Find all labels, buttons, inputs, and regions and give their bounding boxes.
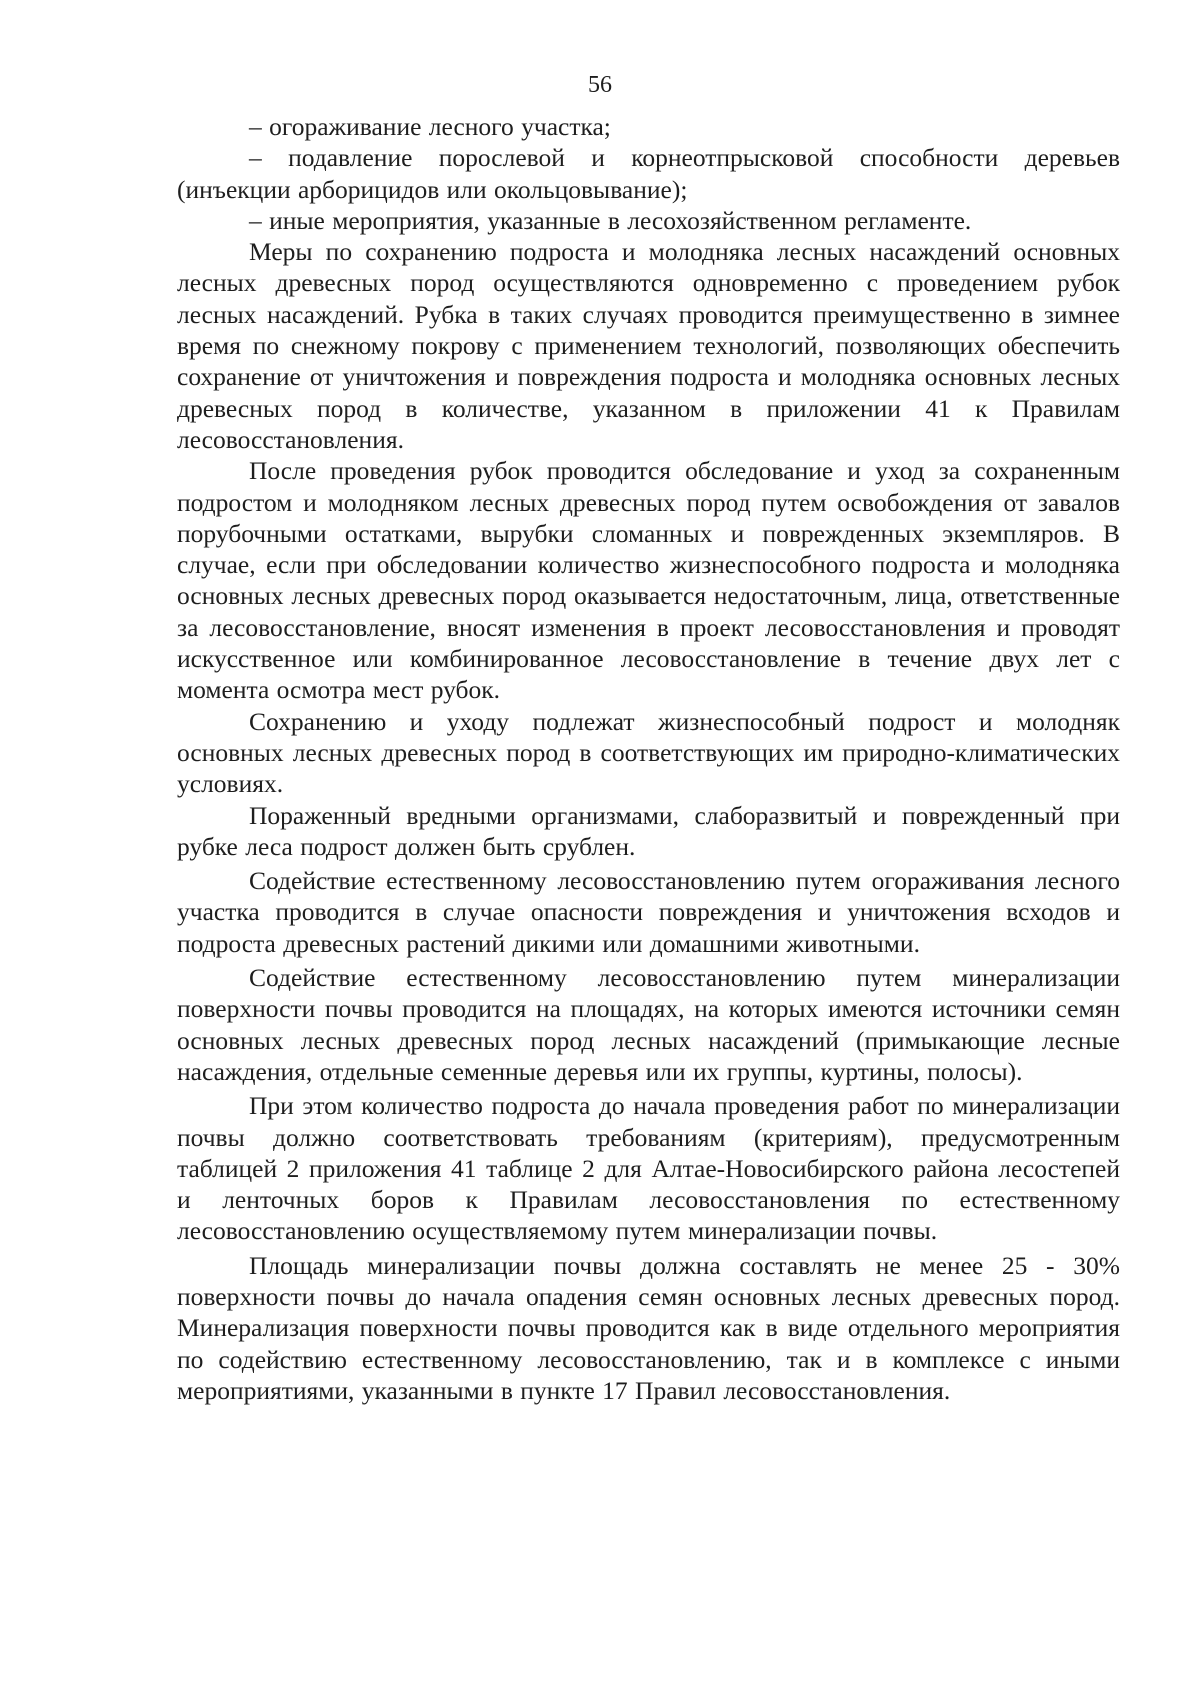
list-item-other-measures: – иные мероприятия, указанные в лесохозяйственном регламенте.	[249, 205, 972, 235]
paragraph-care-subject: Сохранению и уходу подлежат жизнеспособный подрост и молодняк основных лесных древесных пород в соответствующих им природно-климатических условиях.	[177, 706, 1120, 799]
document-body	[177, 111, 1120, 1406]
paragraph-undergrowth-preservation: Меры по сохранению подроста и молодняка лесных насаждений основных лесных древесных пород осуществляются одновременно с проведением рубок лесных насаждений. Рубка в таких случаях проводится преимущественно в зимнее время по снежному покрову с применением технологий, позволяющих обеспечить сохранение от уничтожения и повреждения подроста и молодняка основных лесных древесных пород в количестве, указанном в приложении 41 к Правилам лесовосстановления.	[177, 237, 1120, 454]
paragraph-mineralization-assistance: Содействие естественному лесовосстановлению путем минерализации поверхности почвы проводится на площадях, на которых имеются источники семян основных лесных древесных пород лесных насаждений (примыкающие лесные насаждения, отдельные семенные деревья или их группы, куртины, полосы).	[177, 963, 1120, 1086]
paragraph-fencing-assistance: Содействие естественному лесовосстановлению путем огораживания лесного участка проводится в случае опасности повреждения и уничтожения всходов и подроста древесных растений дикими или домашними животными.	[177, 866, 1120, 958]
paragraph-mineralization-area: Площадь минерализации почвы должна составлять не менее 25 - 30% поверхности почвы до начала опадения семян основных лесных древесных пород. Минерализация поверхности почвы проводится как в виде отдельного мероприятия по содействию естественному лесовосстановлению, так и в комплексе с иными мероприятиями, указанными в пункте 17 Правил лесовосстановления.	[177, 1250, 1120, 1405]
paragraph-after-felling: После проведения рубок проводится обследование и уход за сохраненным подростом и молодняком лесных древесных пород путем освобождения от завалов порубочными остатками, вырубки сломанных и поврежденных экземпляров. В случае, если при обследовании количество жизнеспособного подроста и молодняка основных лесных древесных пород оказывается недостаточным, лица, ответственные за лесовосстановление, вносят изменения в проект лесовосстановления и проводят искусственное или комбинированное лесовосстановление в течение двух лет с момента осмотра мест рубок.	[177, 456, 1120, 705]
page-number: 56	[588, 72, 612, 98]
list-item-suppression: – подавление порослевой и корнеотпрысковой способности деревьев (инъекции арборицидов или окольцовывание);	[177, 143, 1120, 204]
paragraph-undergrowth-requirements: При этом количество подроста до начала проведения работ по минерализации почвы должно соответствовать требованиям (критериям), предусмотренным таблицей 2 приложения 41 таблице 2 для Алтае-Новосибирского района лесостепей и ленточных боров к Правилам лесовосстановления по естественному лесовосстановлению осуществляемому путем минерализации почвы.	[177, 1091, 1120, 1246]
list-item-fencing: – огораживание лесного участка;	[249, 112, 611, 141]
paragraph-damaged-undergrowth: Пораженный вредными организмами, слаборазвитый и поврежденный при рубке леса подрост должен быть срублен.	[177, 800, 1120, 861]
